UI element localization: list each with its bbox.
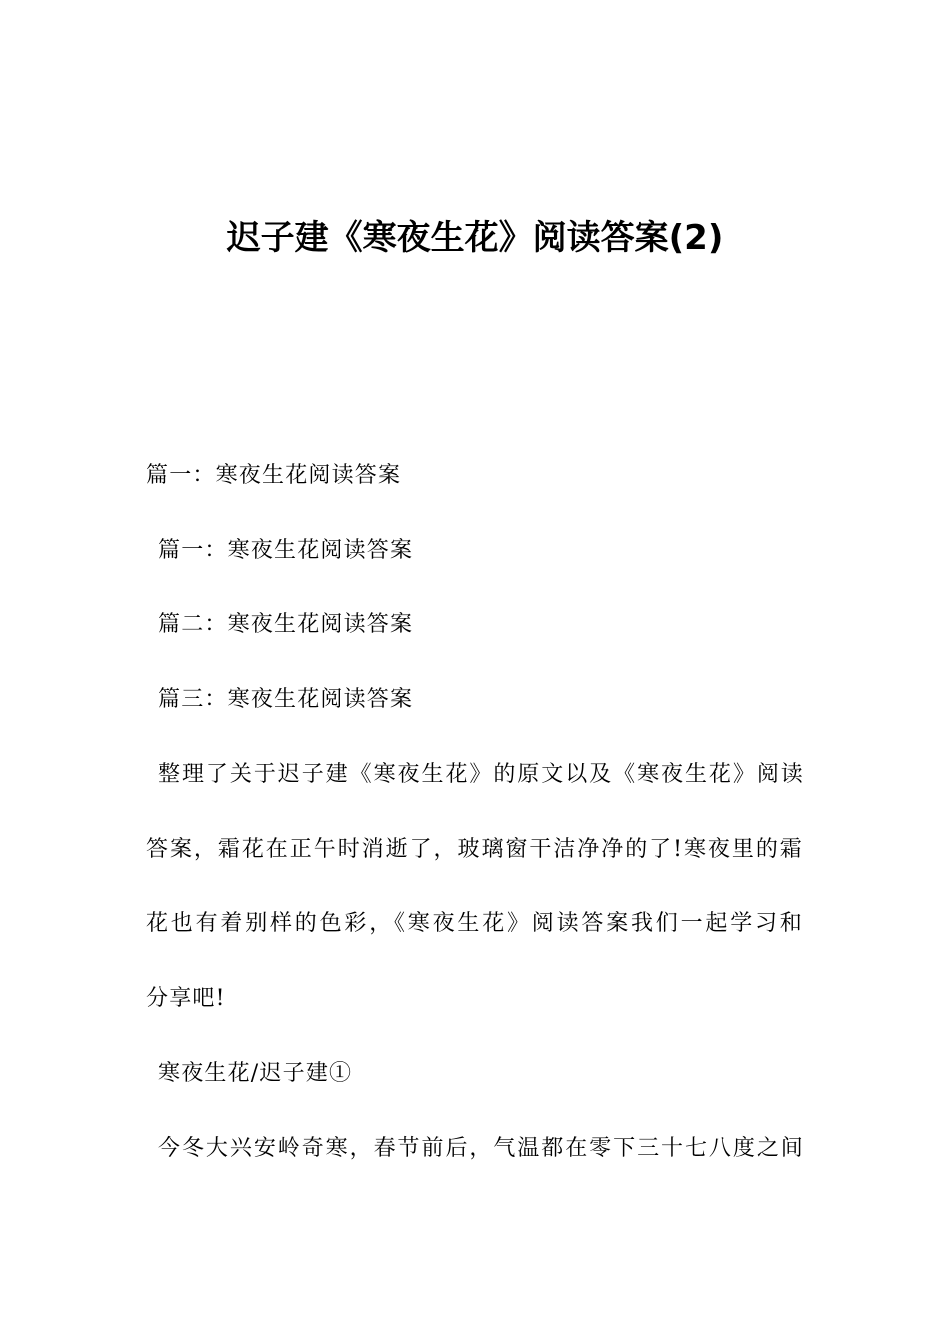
toc-heading: 篇一：寒夜生花阅读答案 — [146, 463, 402, 488]
intro-paragraph-line-1: 整理了关于迟子建《寒夜生花》的原文以及《寒夜生花》阅读 — [158, 762, 804, 787]
toc-item-1: 篇一：寒夜生花阅读答案 — [158, 538, 414, 563]
toc-item-3: 篇三：寒夜生花阅读答案 — [158, 687, 414, 712]
page-title: 迟子建《寒夜生花》阅读答案(2) — [226, 218, 724, 258]
toc-item-2: 篇二：寒夜生花阅读答案 — [158, 612, 414, 637]
intro-paragraph-line-4: 分享吧! — [146, 986, 226, 1011]
intro-paragraph-line-2: 答案，霜花在正午时消逝了，玻璃窗干洁净净的了!寒夜里的霜 — [146, 837, 803, 862]
essay-paragraph-line-1: 今冬大兴安岭奇寒，春节前后，气温都在零下三十七八度之间 — [158, 1136, 804, 1161]
intro-paragraph-line-3: 花也有着别样的色彩，《寒夜生花》阅读答案我们一起学习和 — [146, 911, 803, 936]
essay-heading: 寒夜生花/迟子建① — [158, 1061, 353, 1086]
